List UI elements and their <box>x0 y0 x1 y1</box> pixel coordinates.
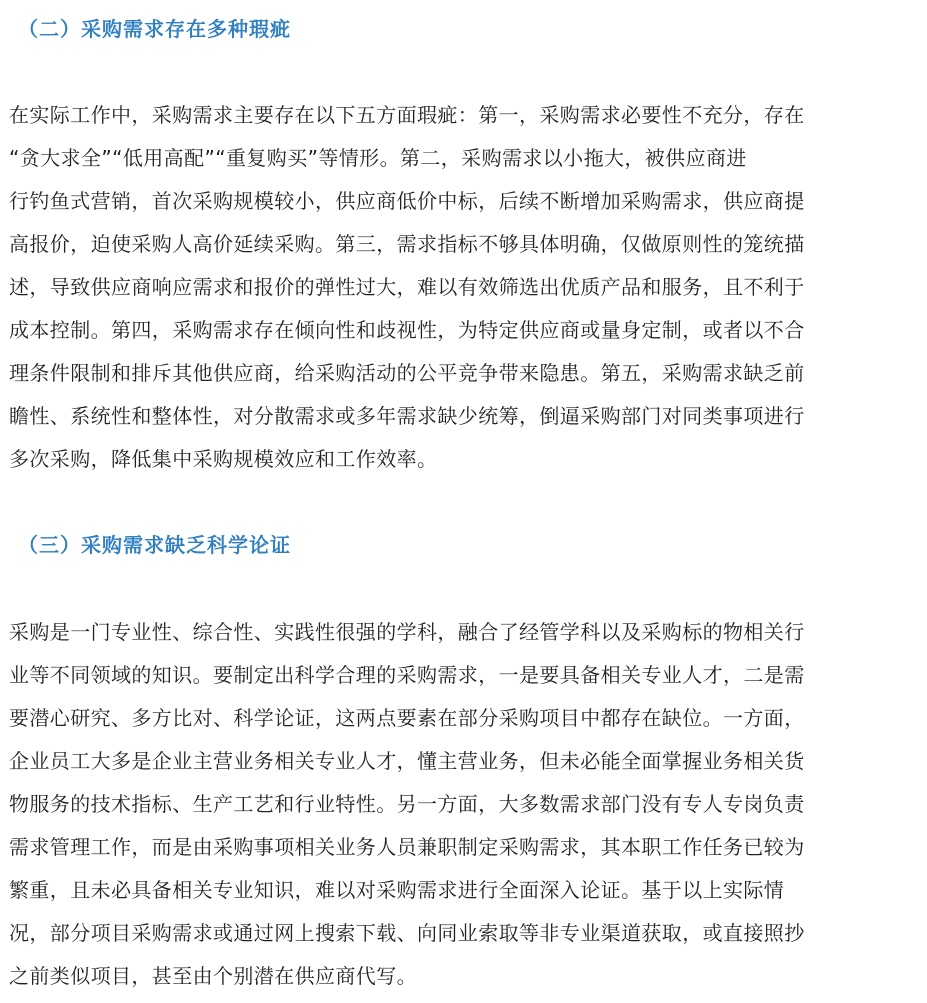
paragraph-line: 多次采购，降低集中采购规模效应和工作效率。 <box>9 447 438 471</box>
paragraph-line: 理条件限制和排斥其他供应商，给采购活动的公平竞争带来隐患。第五，采购需求缺乏前 <box>9 361 805 385</box>
paragraph-line: 需求管理工作，而是由采购事项相关业务人员兼职制定采购需求，其本职工作任务已较为 <box>9 835 805 859</box>
paragraph-line: 采购是一门专业性、综合性、实践性很强的学科，融合了经管学科以及采购标的物相关行 <box>9 620 805 644</box>
paragraph-line: 行钓鱼式营销，首次采购规模较小，供应商低价中标，后续不断增加采购需求，供应商提 <box>9 189 805 213</box>
paragraph-requirement-flaws <box>9 94 921 481</box>
paragraph-line: 瞻性、系统性和整体性，对分散需求或多年需求缺少统筹，倒逼采购部门对同类事项进行 <box>9 404 805 428</box>
paragraph-line: 述，导致供应商响应需求和报价的弹性过大，难以有效筛选出优质产品和服务，且不利于 <box>9 275 805 299</box>
section-heading-2: （二）采购需求存在多种瑕疵 <box>18 17 291 41</box>
paragraph-line: 业等不同领域的知识。要制定出科学合理的采购需求，一是要具备相关专业人才，二是需 <box>9 663 805 687</box>
paragraph-line: 成本控制。第四，采购需求存在倾向性和歧视性，为特定供应商或量身定制，或者以不合 <box>9 318 805 342</box>
paragraph-line: 要潜心研究、多方比对、科学论证，这两点要素在部分采购项目中都存在缺位。一方面， <box>9 706 805 730</box>
paragraph-line: 繁重，且未必具备相关专业知识，难以对采购需求进行全面深入论证。基于以上实际情 <box>9 878 785 902</box>
section-heading-3: （三）采购需求缺乏科学论证 <box>18 533 291 557</box>
paragraph-line: 企业员工大多是企业主营业务相关专业人才，懂主营业务，但未必能全面掌握业务相关货 <box>9 749 805 773</box>
paragraph-line: 况，部分项目采购需求或通过网上搜索下载、向同业索取等非专业渠道获取，或直接照抄 <box>9 921 805 945</box>
paragraph-line: 在实际工作中，采购需求主要存在以下五方面瑕疵：第一，采购需求必要性不充分，存在 <box>9 103 805 127</box>
paragraph-line: 高报价，迫使采购人高价延续采购。第三，需求指标不够具体明确，仅做原则性的笼统描 <box>9 232 805 256</box>
paragraph-line: 之前类似项目，甚至由个别潜在供应商代写。 <box>9 964 417 988</box>
paragraph-scientific-argumentation <box>9 611 921 998</box>
paragraph-line: 物服务的技术指标、生产工艺和行业特性。另一方面，大多数需求部门没有专人专岗负责 <box>9 792 805 816</box>
paragraph-line: “贪大求全”“低用高配”“重复购买”等情形。第二，采购需求以小拖大，被供应商进 <box>9 146 747 170</box>
